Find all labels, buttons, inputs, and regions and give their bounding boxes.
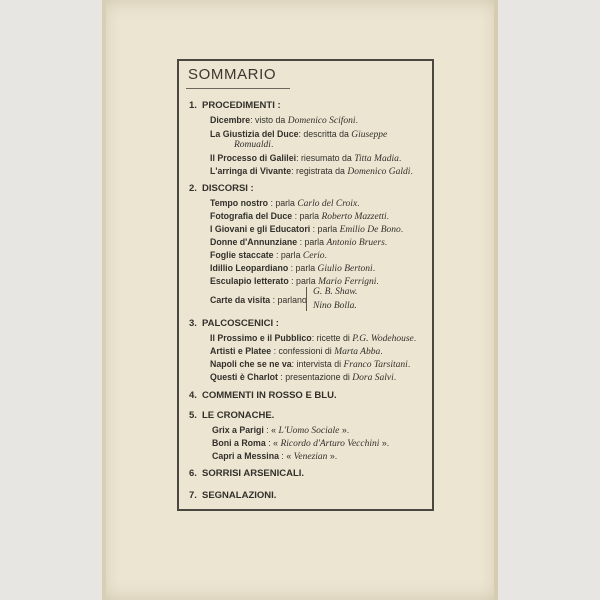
page-title: SOMMARIO	[188, 66, 277, 83]
toc-entry: Carte da visita : parlano	[210, 295, 307, 305]
toc-entry-continuation: Romualdi.	[234, 139, 274, 150]
section-heading: 1. PROCEDIMENTI :	[189, 100, 281, 111]
toc-entry: Esculapio letterato : parla Mario Ferrigni.	[210, 276, 379, 287]
toc-entry: Donne d'Annunziane : parla Antonio Bruers.	[210, 237, 388, 248]
toc-entry: Il Prossimo e il Pubblico: ricette di P.G. Wodehouse.	[210, 333, 417, 344]
visiting-name: G. B. Shaw.	[313, 287, 358, 297]
toc-entry: Fotografia del Duce : parla Roberto Mazzetti.	[210, 211, 390, 222]
toc-entry: Questi è Charlot : presentazione di Dora Salvi.	[210, 372, 397, 383]
title-underline	[186, 88, 290, 89]
toc-entry: La Giustizia del Duce: descritta da Giuseppe	[210, 129, 388, 140]
brace	[306, 287, 310, 311]
section-heading: 2. DISCORSI :	[189, 183, 254, 194]
section-heading: 5. LE CRONACHE.	[189, 410, 275, 421]
toc-entry: Tempo nostro : parla Carlo del Croix.	[210, 198, 360, 209]
page-edge-right	[494, 0, 498, 600]
toc-entry: Artisti e Platee : confessioni di Marta Abba.	[210, 346, 383, 357]
toc-entry: Il Processo di Galilei: riesumato da Titta Madia.	[210, 153, 402, 164]
toc-entry: Capri a Messina : « Venezian ».	[212, 451, 338, 462]
visiting-name: Nino Bolla.	[313, 301, 357, 311]
toc-entry: Foglie staccate : parla Cerio.	[210, 250, 327, 261]
page-edge-left	[102, 0, 106, 600]
toc-entry: Idillio Leopardiano : parla Giulio Bertoni.	[210, 263, 376, 274]
toc-entry: L'arringa di Vivante: registrata da Domenico Galdi.	[210, 166, 413, 177]
section-heading: 4. COMMENTI IN ROSSO E BLU.	[189, 390, 337, 401]
section-heading: 7. SEGNALAZIONI.	[189, 490, 277, 501]
toc-entry: Grix a Parigi : « L'Uomo Sociale ».	[212, 425, 350, 436]
section-heading: 6. SORRISI ARSENICALI.	[189, 468, 305, 479]
toc-entry: Dicembre: visto da Domenico Scifoni.	[210, 115, 359, 126]
toc-entry: Boni a Roma : « Ricordo d'Arturo Vecchini ».	[212, 438, 390, 449]
section-heading: 3. PALCOSCENICI :	[189, 318, 279, 329]
toc-entry: Napoli che se ne va: intervista di Franco Tarsitani.	[210, 359, 411, 370]
toc-entry: I Giovani e gli Educatori : parla Emilio De Bono.	[210, 224, 404, 235]
